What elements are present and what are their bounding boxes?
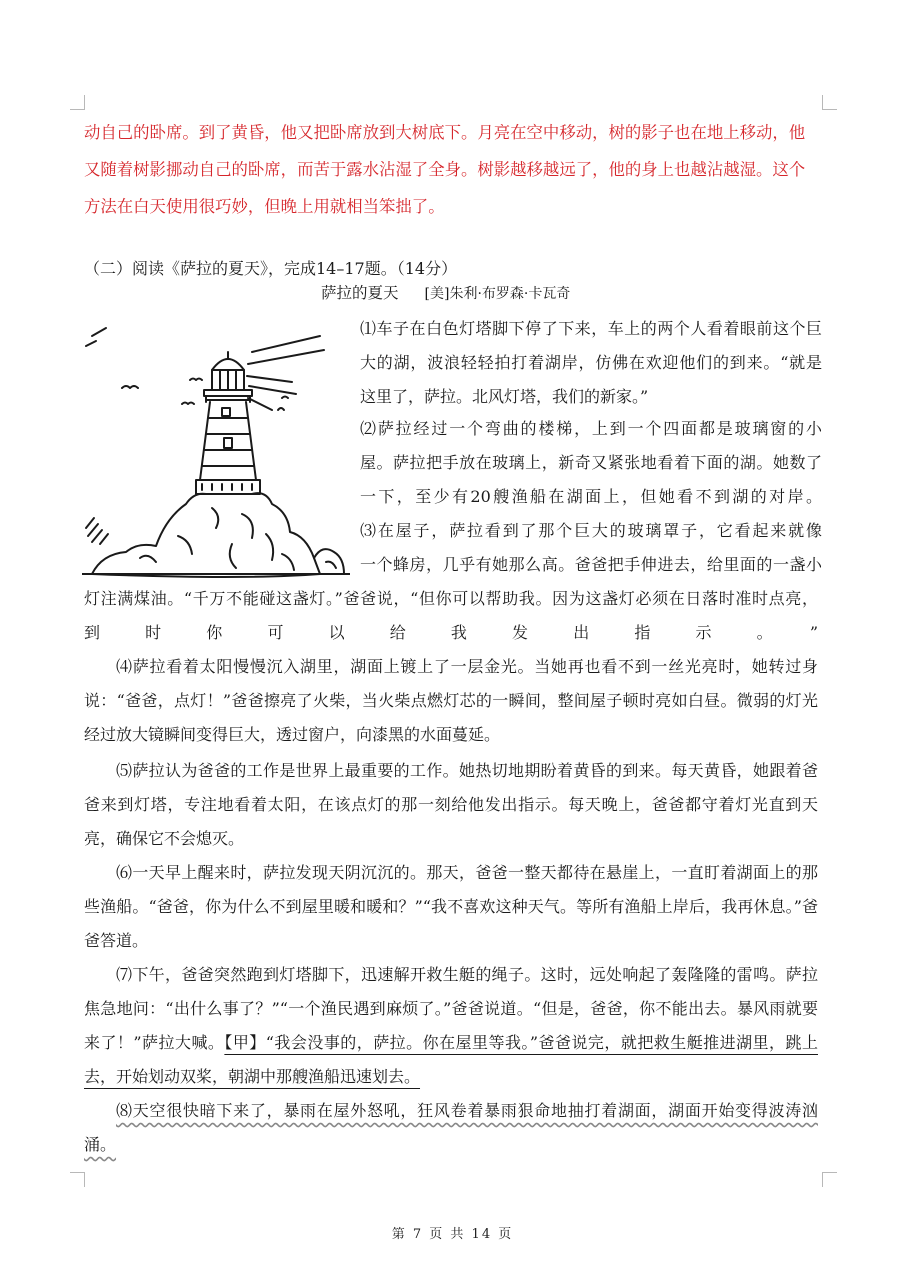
lighthouse-illustration xyxy=(82,322,350,584)
section-heading: （二）阅读《萨拉的夏天》，完成14–17题。（14分） xyxy=(84,259,458,278)
paragraph-3-wrapped xyxy=(360,514,822,582)
paragraph-7-text: ⑺下午，爸爸突然跑到灯塔脚下，迅速解开救生艇的绳子。这时，远处响起了轰隆隆的雷鸣。萨拉焦急地问：“出什么事了？”“一个渔民遇到麻烦了。”爸爸说道。“但是，爸爸，你不能出去。暴风雨就要来了！”萨拉大喊。 xyxy=(84,965,818,1052)
paragraph-4: ⑷萨拉看着太阳慢慢沉入湖里，湖面上镀上了一层金光。当她再也看不到一丝光亮时，她转过身说：“爸爸，点灯！”爸爸擦亮了火柴，当火柴点燃灯芯的一瞬间，整间屋子顿时亮如白昼。微弱的灯光经过放大镜瞬间变得巨大，透过窗户，向漆黑的水面蔓延。 xyxy=(84,657,818,744)
paragraph-2-line-3: 一下，至少有20艘渔船在湖面上，但她看不到湖的对岸。 xyxy=(360,487,822,506)
paragraph-1-line-1: ⑴车子在白色灯塔脚下停了下来，车上的两个人看着眼前这个巨 xyxy=(360,319,822,338)
paragraph-3-continued xyxy=(84,582,818,650)
answer-text: 动自己的卧席。到了黄昏，他又把卧席放到大树底下。月亮在空中移动，树的影子也在地上移动，他又随着树影挪动自己的卧席，而苦于露水沾湿了全身。树影越移越远了，他的身上也越沾越湿。这个方法在白天使用很巧妙，但晚上用就相当笨拙了。 xyxy=(84,123,806,216)
article-author: [美]朱利·布罗森·卡瓦奇 xyxy=(424,286,571,302)
paragraph-5: ⑸萨拉认为爸爸的工作是世界上最重要的工作。她热切地期盼着黄昏的到来。每天黄昏，她跟着爸爸来到灯塔，专注地看着太阳，在该点灯的那一刻给他发出指示。每天晚上，爸爸都守着灯光直到天亮，确保它不会熄灭。 xyxy=(84,761,818,848)
paragraph-1-line-2: 大的湖，波浪轻轻拍打着湖岸，仿佛在欢迎他们的到来。“就是 xyxy=(360,353,822,372)
paragraph-8 xyxy=(84,1094,818,1162)
crop-mark-bottom-right xyxy=(822,1172,837,1187)
paragraph-2-line-2: 屋。萨拉把手放在玻璃上，新奇又紧张地看着下面的湖。她数了 xyxy=(360,453,822,472)
paragraph-3-line-2: 一个蜂房，几乎有她那么高。爸爸把手伸进去，给里面的一盏小 xyxy=(360,555,822,574)
paragraph-7 xyxy=(84,958,818,1094)
paragraph-1 xyxy=(360,312,822,414)
paragraph-1-line-3: 这里了，萨拉。北风灯塔，我们的新家。” xyxy=(360,387,649,406)
paragraph-3-line-4: 到时你可以给我发出指示。” xyxy=(84,623,818,642)
paragraph-7-marked-sentence: 【甲】“我会没事的，萨拉。你在屋里等我。”爸爸说完，就把救生艇推进湖里，跳上去，开始划动双桨，朝湖中那艘渔船迅速划去。 xyxy=(84,1033,818,1086)
article-title: 萨拉的夏天 xyxy=(321,284,399,302)
article-title-row xyxy=(321,282,570,305)
paragraph-2-line-1: ⑵萨拉经过一个弯曲的楼梯，上到一个四面都是玻璃窗的小 xyxy=(360,419,822,438)
crop-mark-bottom-left xyxy=(70,1172,85,1187)
crop-mark-top-right xyxy=(822,95,837,110)
paragraph-6: ⑹一天早上醒来时，萨拉发现天阴沉沉的。那天，爸爸一整天都待在悬崖上，一直盯着湖面上的那些渔船。“爸爸，你为什么不到屋里暖和暖和？”“我不喜欢这种天气。等所有渔船上岸后，我再休息。”爸爸答道。 xyxy=(84,863,818,950)
paragraph-8-wavy-sentence: ⑻天空很快暗下来了，暴雨在屋外怒吼，狂风卷着暴雨狠命地抽打着湖面，湖面开始变得波涛汹涌。 xyxy=(84,1101,818,1154)
paragraph-2 xyxy=(360,412,822,514)
paragraph-3-line-3: 灯注满煤油。“千万不能碰这盏灯。”爸爸说，“但你可以帮助我。因为这盏灯必须在日落时准时点亮， xyxy=(84,589,818,608)
page-number: 第 7 页 共 14 页 xyxy=(391,1227,514,1242)
crop-mark-top-left xyxy=(70,95,85,110)
paragraph-3-line-1: ⑶在屋子，萨拉看到了那个巨大的玻璃罩子，它看起来就像 xyxy=(360,521,822,540)
